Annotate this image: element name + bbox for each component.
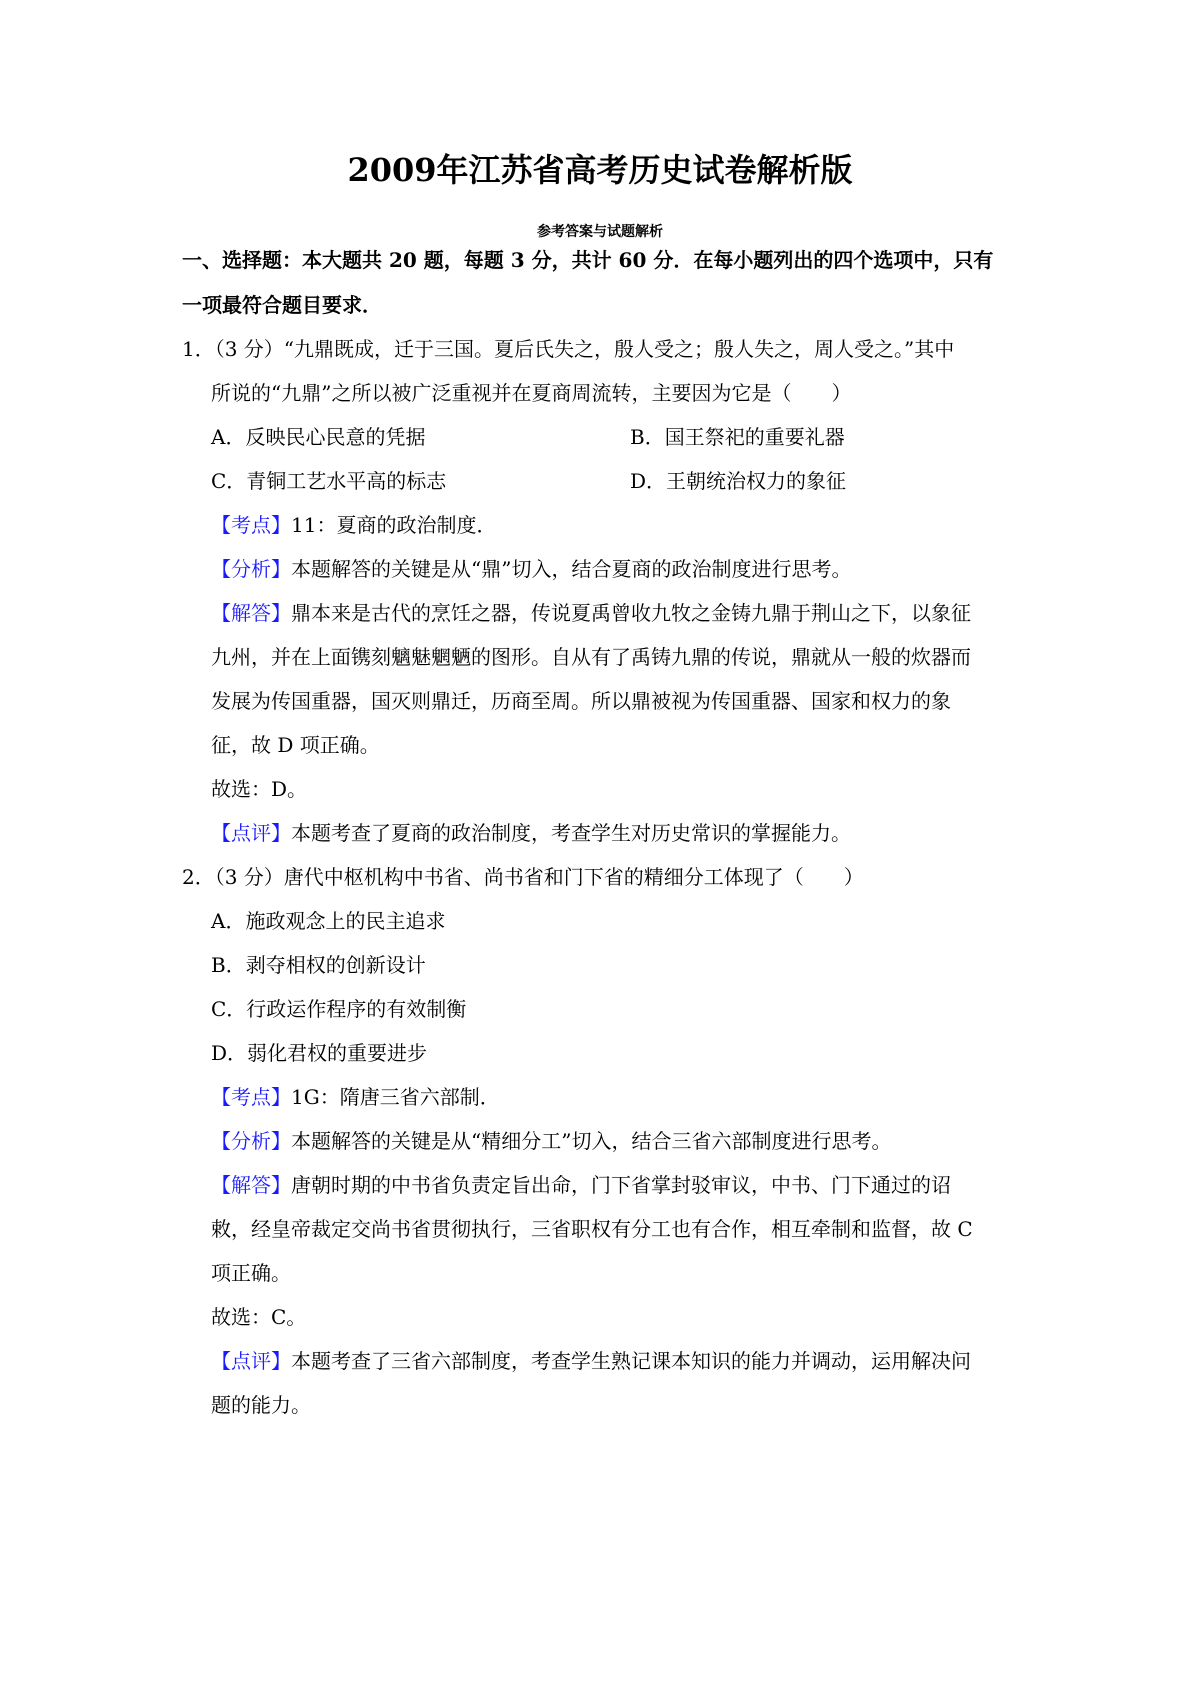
section-heading-line-2: 一项最符合题目要求． [182,293,382,317]
q2-option-c: C．行政运作程序的有效制衡 [211,997,467,1021]
q1-option-d: D．王朝统治权力的象征 [630,469,847,493]
jieda-tag: 【解答】 [211,1173,291,1197]
q1-stem-line-1: 1．（3 分）“九鼎既成，迁于三国。夏后氏失之，殷人受之；殷人失之，周人受之。”其中 [182,337,955,361]
page-subtitle: 参考答案与试题解析 [537,224,663,240]
page-title: 2009年江苏省高考历史试卷解析版 [347,151,853,189]
dianping-tag: 【点评】 [211,1349,291,1373]
q1-kaodian-text: 11：夏商的政治制度． [291,513,497,537]
fenxi-tag: 【分析】 [211,557,291,581]
jieda-tag: 【解答】 [211,601,291,625]
kaodian-tag: 【考点】 [211,1085,291,1109]
q2-jieda-line-3: 项正确。 [211,1261,291,1285]
q2-answer: 故选：C。 [211,1305,307,1329]
q1-fenxi [211,556,851,582]
q1-option-b: B．国王祭祀的重要礼器 [630,425,845,449]
q2-dianping-line-1 [211,1348,971,1374]
q2-kaodian-text: 1G：隋唐三省六部制． [291,1085,500,1109]
q2-stem: 2．（3 分）唐代中枢机构中书省、尚书省和门下省的精细分工体现了（ ） [182,865,864,889]
q2-option-b: B．剥夺相权的创新设计 [211,953,426,977]
q1-stem-line-2: 所说的“九鼎”之所以被广泛重视并在夏商周流转，主要因为它是（ ） [211,381,852,405]
section-heading-line-1: 一、选择题：本大题共 20 题，每题 3 分，共计 60 分．在每小题列出的四个选项中，只有 [182,248,994,272]
q2-dianping-text-1: 本题考查了三省六部制度，考查学生熟记课本知识的能力并调动，运用解决问 [291,1349,971,1373]
q1-option-c: C．青铜工艺水平高的标志 [211,469,447,493]
q2-jieda-text-1: 唐朝时期的中书省负责定旨出命，门下省掌封驳审议，中书、门下通过的诏 [291,1173,951,1197]
q2-dianping-line-2: 题的能力。 [211,1393,311,1417]
q2-kaodian [211,1084,500,1110]
q1-jieda-text-1: 鼎本来是古代的烹饪之器，传说夏禹曾收九牧之金铸九鼎于荆山之下，以象征 [291,601,971,625]
q1-answer: 故选：D。 [211,777,308,801]
kaodian-tag: 【考点】 [211,513,291,537]
q2-fenxi-text: 本题解答的关键是从“精细分工”切入，结合三省六部制度进行思考。 [291,1129,892,1153]
q2-fenxi [211,1128,891,1154]
q1-jieda-line-2: 九州，并在上面镌刻魑魅魍魉的图形。自从有了禹铸九鼎的传说，鼎就从一般的炊器而 [211,645,971,669]
q1-option-a: A．反映民心民意的凭据 [211,425,426,449]
q1-kaodian [211,512,496,538]
q1-dianping-text: 本题考查了夏商的政治制度，考查学生对历史常识的掌握能力。 [291,821,851,845]
q1-jieda-line-1 [211,600,971,626]
q2-jieda-line-2: 敕，经皇帝裁定交尚书省贯彻执行，三省职权有分工也有合作，相互牵制和监督，故 C [211,1217,973,1241]
q1-jieda-line-4: 征，故 D 项正确。 [211,733,380,757]
q1-fenxi-text: 本题解答的关键是从“鼎”切入，结合夏商的政治制度进行思考。 [291,557,852,581]
q2-option-d: D．弱化君权的重要进步 [211,1041,428,1065]
fenxi-tag: 【分析】 [211,1129,291,1153]
q2-jieda-line-1 [211,1172,951,1198]
q1-jieda-line-3: 发展为传国重器，国灭则鼎迁，历商至周。所以鼎被视为传国重器、国家和权力的象 [211,689,951,713]
q2-option-a: A．施政观念上的民主追求 [211,909,446,933]
q1-dianping [211,820,851,846]
dianping-tag: 【点评】 [211,821,291,845]
